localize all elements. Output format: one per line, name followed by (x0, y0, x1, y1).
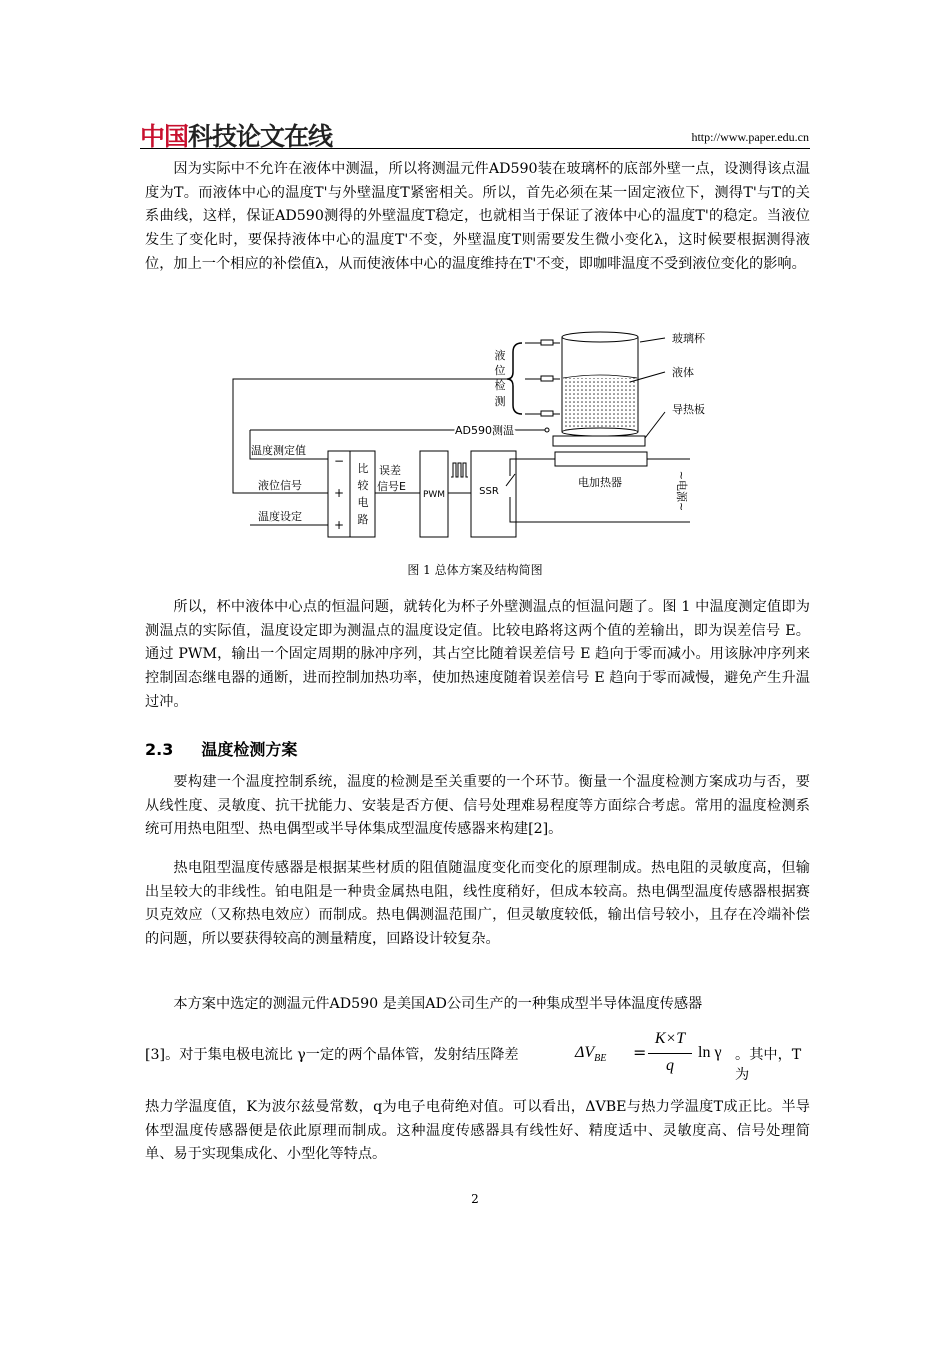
paragraph-3: 要构建一个温度控制系统，温度的检测是至关重要的一个环节。衡量一个温度检测方案成功与否，要从线性度、灵敏度、抗干扰能力、安装是否方便、信号处理难易程度等方面综合考虑。常用的温度检测系统可用热电阻型、热电偶型或半导体集成型温度传感器来构建[2]。 (145, 774, 810, 838)
error-label-line-1: 误差 (379, 464, 401, 477)
level-detect-char-4: 测 (494, 395, 506, 408)
paragraph-1: 因为实际中不允许在液体中测温，所以将测温元件AD590装在玻璃杯的底部外壁一点，设测得该点温度为T。而液体中心的温度T'与外壁温度T紧密相关。所以，首先必须在某一固定液位下，测得T'与T的关系曲线，这样，保证AD590测得的外壁温度T稳定，也就相当于保证了液体中心的温度T'的稳定。当液位发生了变化时，要保持液体中心的温度T'不变，外壁温度T则需要发生微小变化λ，这时候要根据测得液位，加上一个相应的补偿值λ，从而使液体中心的温度维持在T'不变，即咖啡温度不受到液位变化的影响。 (145, 161, 810, 272)
level-signal-label: 液位信号 (258, 479, 302, 492)
compare-char-1: 比 (357, 462, 369, 475)
level-detect-char-2: 位 (494, 364, 506, 377)
plate-label: 导热板 (672, 403, 705, 416)
sign-plus-2: + (333, 518, 345, 532)
level-detect-char-1: 液 (494, 349, 506, 362)
temp-set-label: 温度设定 (258, 510, 302, 523)
formula-fraction-bar (648, 1053, 692, 1054)
logo-dark-text: 科技论文在线 (188, 122, 333, 151)
compare-char-2: 较 (357, 479, 369, 492)
paragraph-6: 热力学温度值，K为波尔兹曼常数，q为电子电荷绝对值。可以看出，ΔVBE与热力学温度T成正比。半导体型温度传感器便是依此原理而制成。这种温度传感器具有线性好、精度适中、灵敏度高、信号处理简单、易于实现集成化、小型化等特点。 (145, 1099, 810, 1163)
logo-red-text: 中国 (140, 122, 189, 151)
temp-measure-label: 温度测定值 (251, 444, 306, 457)
glass-cup (562, 332, 638, 436)
level-detect-char-3: 检 (494, 379, 506, 392)
formula-line (145, 1030, 810, 1086)
formula-denominator: q (666, 1057, 674, 1074)
liquid-label: 液体 (672, 366, 694, 379)
figure-1-diagram (225, 322, 745, 550)
paragraph-5: 本方案中选定的测温元件AD590 是美国AD公司生产的一种集成型半导体温度传感器 (173, 996, 703, 1012)
sign-minus: − (333, 454, 345, 468)
pwm-label: PWM (422, 490, 446, 500)
section-title: 温度检测方案 (201, 740, 298, 759)
formula-tail: ln γ (698, 1044, 722, 1061)
formula-after-text: 。其中，T为 (735, 1047, 802, 1083)
figure-caption: 图 1 总体方案及结构简图 (407, 563, 543, 577)
formula-lhs (575, 1044, 606, 1064)
sign-plus-1: + (333, 486, 345, 500)
site-url[interactable]: http://www.paper.edu.cn (691, 130, 809, 144)
formula-lead-text: [3]。对于集电极电流比 γ一定的两个晶体管，发射结压降差 (145, 1047, 519, 1063)
section-heading (145, 737, 297, 760)
formula-equals: = (633, 1043, 647, 1062)
compare-char-3: 电 (357, 496, 369, 509)
error-label-line-2: 信号E (377, 480, 406, 493)
formula-numerator: K×T (654, 1030, 686, 1047)
page-number: 2 (471, 1192, 479, 1206)
formula-lhs-text: ΔV (575, 1044, 595, 1061)
ssr-label: SSR (479, 486, 499, 497)
heater-label: 电加热器 (578, 476, 622, 489)
compare-char-4: 路 (357, 513, 369, 526)
glass-label: 玻璃杯 (672, 332, 705, 345)
paragraph-2: 所以，杯中液体中心点的恒温问题，就转化为杯子外壁测温点的恒温问题了。图 1 中温度测定值即为测温点的实际值，温度设定即为测温点的温度设定值。比较电路将这两个值的差输出，即为误差信号 E。通过 PWM，输出一个固定周期的脉冲序列，其占空比随着误差信号 E 趋向于零而减小。用该脉冲序列来控制固态继电器的通断，进而控制加热功率，使加热速度随着误差信号 E 趋向于零而减慢，避免产生升温过冲。 (145, 599, 810, 710)
pulse-symbol (451, 463, 468, 477)
mains-label: ~电源~ (675, 470, 688, 512)
section-number: 2.3 (145, 740, 174, 759)
header-divider (140, 148, 810, 149)
liquid-fill (563, 378, 637, 432)
level-probes (525, 340, 560, 416)
paragraph-4: 热电阻型温度传感器是根据某些材质的阻值随温度变化而变化的原理制成。热电阻的灵敏度高，但输出呈较大的非线性。铂电阻是一种贵金属热电阻，线性度稍好，但成本较高。热电偶型温度传感器根据赛贝克效应（又称热电效应）而制成。热电偶测温范围广，但灵敏度较低，输出信号较小，且存在冷端补偿的问题，所以要获得较高的测量精度，回路设计较复杂。 (145, 860, 810, 948)
formula-lhs-sub: BE (594, 1053, 607, 1065)
heater-box (555, 452, 647, 466)
ad590-label: AD590测温 (455, 424, 514, 437)
heat-plate (553, 436, 645, 446)
